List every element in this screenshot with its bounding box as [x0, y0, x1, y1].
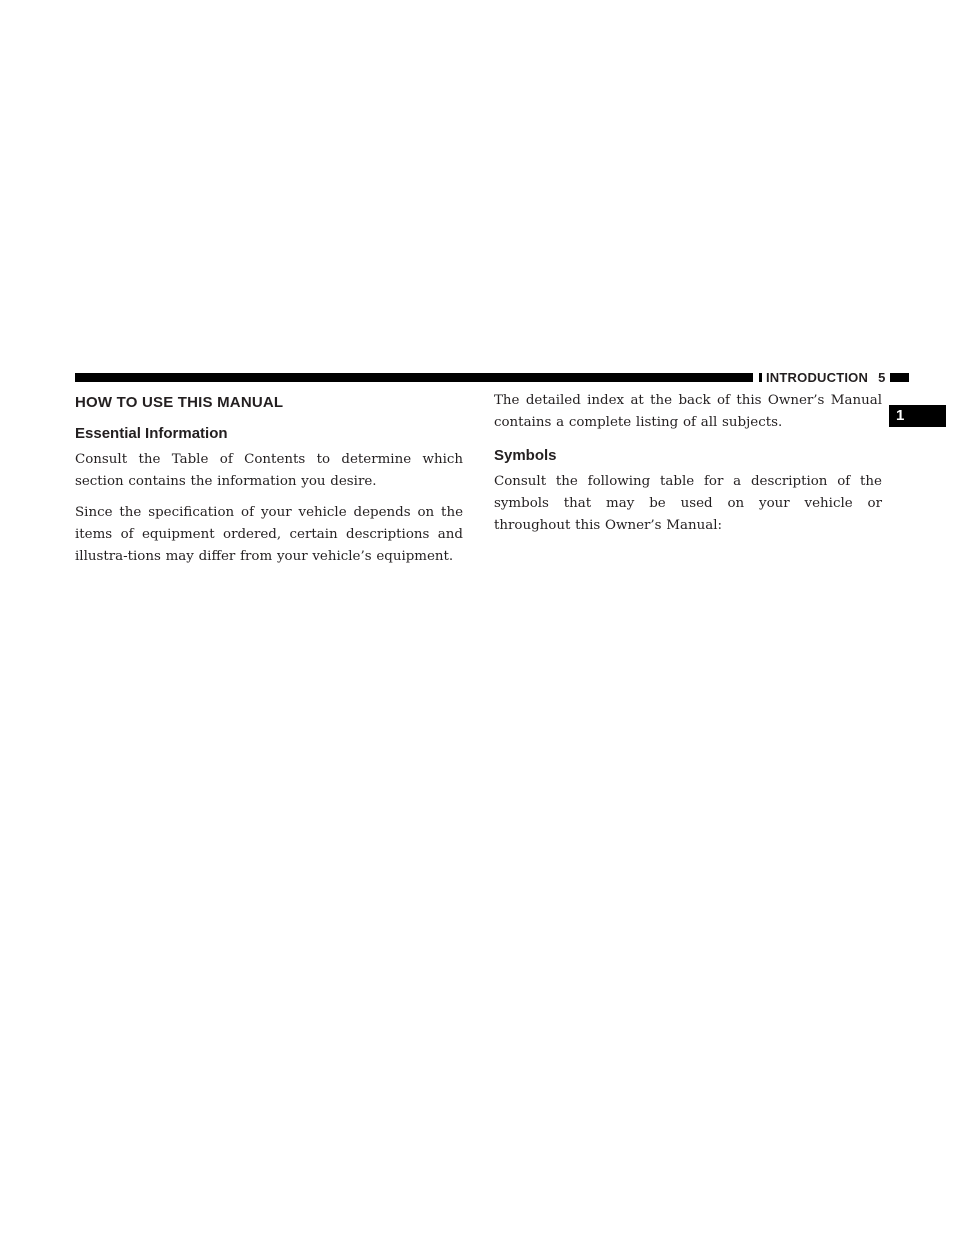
chapter-tab[interactable]: 1 [889, 405, 946, 427]
right-column [494, 390, 882, 546]
subheading-symbols: Symbols [494, 447, 557, 464]
section-heading: HOW TO USE THIS MANUAL [75, 394, 284, 411]
paragraph-detailed-index: The detailed index at the back of this Owner’s Manual contains a complete listing of all subjects. [494, 393, 882, 430]
paragraph-table-of-contents: Consult the Table of Contents to determine which section contains the information you desire. [75, 452, 463, 489]
paragraph-symbols: Consult the following table for a description of the symbols that may be used on your vehicle or throughout this Owner’s Manual: [494, 474, 882, 533]
paragraph-specification: Since the specification of your vehicle depends on the items of equipment ordered, certain descriptions and illustra-tions may differ from your vehicle’s equipment. [75, 505, 463, 564]
running-head [762, 369, 890, 387]
page-number: 5 [878, 370, 886, 385]
header-rule [75, 373, 753, 382]
section-title: INTRODUCTION [766, 370, 869, 385]
left-column [75, 390, 463, 577]
subheading-essential-information: Essential Information [75, 425, 228, 442]
